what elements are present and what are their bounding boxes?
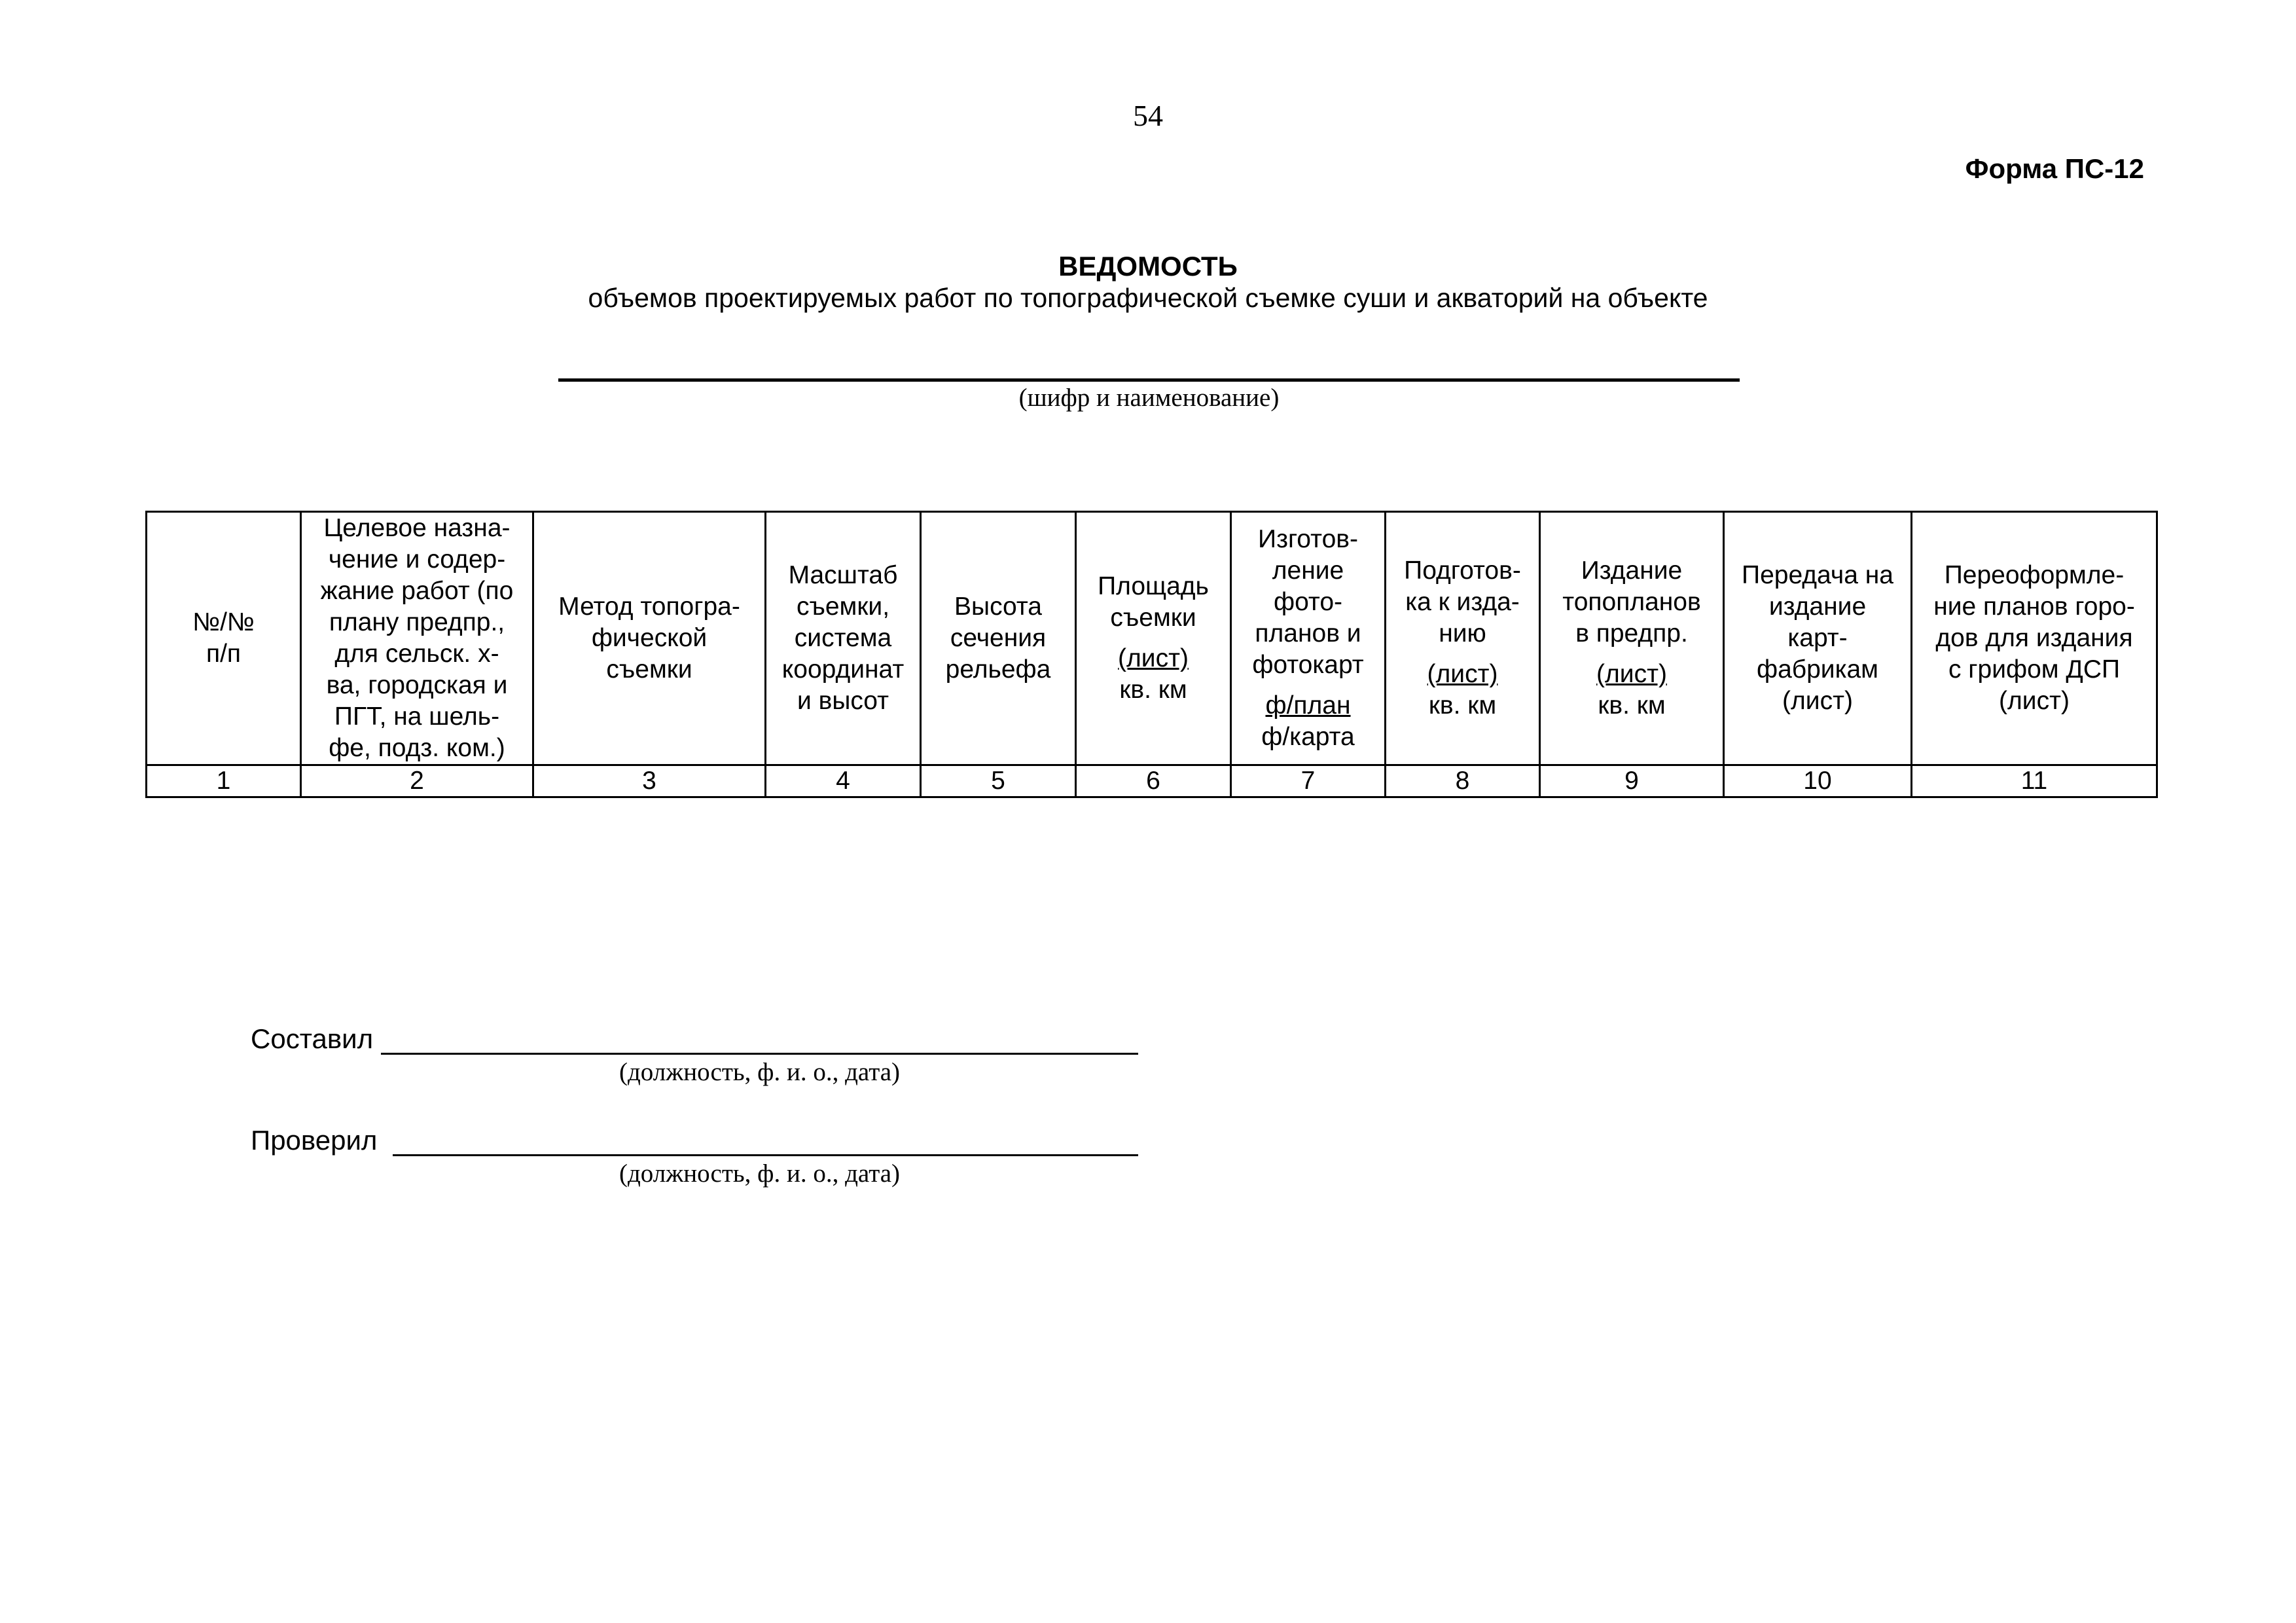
header-line: фе, подз. ком.): [329, 734, 505, 762]
header-unit: [1236, 690, 1380, 753]
header-line: чение и содер-: [328, 545, 506, 574]
header-unit-top: (лист): [1118, 644, 1189, 672]
header-line: Передача на: [1742, 561, 1893, 589]
header-line: сечения: [950, 624, 1047, 652]
header-line: Переоформле-: [1944, 561, 2125, 589]
header-line: (лист): [1999, 687, 2070, 715]
header-line: съемки: [1110, 604, 1196, 632]
column-number-cell: 1: [147, 765, 301, 797]
header-cell: [301, 512, 533, 765]
checked-by-label: Проверил: [251, 1125, 378, 1156]
header-cell: [533, 512, 766, 765]
header-unit: [1545, 659, 1719, 721]
header-line: фабрикам: [1756, 655, 1878, 684]
header-cell: [1724, 512, 1912, 765]
header-cell: [921, 512, 1076, 765]
column-number-row: [147, 765, 2157, 797]
header-line: и высот: [797, 687, 889, 715]
checked-by-caption: (должность, ф. и. о., дата): [619, 1159, 901, 1188]
cipher-fill-line: [558, 378, 1740, 382]
compiled-by-caption: (должность, ф. и. о., дата): [619, 1058, 901, 1086]
header-line: п/п: [206, 640, 242, 668]
header-line: карт-: [1787, 624, 1848, 652]
column-number-cell: 3: [533, 765, 766, 797]
header-line: издание: [1768, 593, 1867, 621]
header-cell: [1540, 512, 1724, 765]
header-line: (лист): [1782, 687, 1853, 715]
header-unit-bottom: кв. км: [1119, 676, 1187, 704]
header-line: нию: [1439, 619, 1486, 647]
header-line: Изготов-: [1258, 525, 1358, 553]
header-cell: [147, 512, 301, 765]
column-number-cell: 5: [921, 765, 1076, 797]
header-line: ление: [1272, 556, 1344, 585]
column-number-cell: 2: [301, 765, 533, 797]
header-cell: [1912, 512, 2157, 765]
header-line: топопланов: [1562, 588, 1701, 616]
header-line: Масштаб: [788, 561, 898, 589]
header-line: съемки: [606, 655, 692, 684]
header-cell: [766, 512, 921, 765]
header-line: ка к изда-: [1405, 588, 1520, 616]
cipher-caption: (шифр и наименование): [1018, 384, 1280, 412]
header-line: Площадь: [1098, 572, 1209, 600]
header-line: Подготов-: [1404, 556, 1521, 585]
page-number: 54: [1133, 99, 1163, 132]
header-line: съемки,: [796, 593, 890, 621]
header-line: Издание: [1581, 556, 1683, 585]
document-title: ВЕДОМОСТЬ: [1058, 251, 1238, 282]
header-unit-top: ф/план: [1265, 691, 1351, 720]
header-line: ПГТ, на шель-: [334, 702, 500, 731]
compiled-by-label: Составил: [251, 1023, 374, 1054]
header-cell: [1386, 512, 1540, 765]
header-cell: [1231, 512, 1386, 765]
column-number-cell: 9: [1540, 765, 1724, 797]
header-line: ва, городская и: [326, 671, 508, 699]
header-line: жание работ (по: [320, 577, 514, 605]
header-unit-top: (лист): [1427, 660, 1498, 688]
header-line: ние планов горо-: [1933, 593, 2135, 621]
form-label: Форма ПС-12: [1965, 153, 2144, 184]
header-line: фической: [591, 624, 708, 652]
header-line: дов для издания: [1935, 624, 2133, 652]
header-cell: [1076, 512, 1231, 765]
header-line: фото-: [1273, 588, 1343, 616]
column-number-cell: 10: [1724, 765, 1912, 797]
compiled-by-line: [381, 1053, 1138, 1055]
header-line: №/№: [192, 608, 255, 636]
work-volume-table: [145, 511, 2158, 798]
header-line: для сельск. х-: [334, 640, 499, 668]
column-number-cell: 7: [1231, 765, 1386, 797]
header-unit-top: (лист): [1596, 660, 1667, 688]
header-unit-bottom: ф/карта: [1261, 723, 1355, 751]
column-number-cell: 6: [1076, 765, 1231, 797]
header-unit-bottom: кв. км: [1598, 691, 1666, 720]
header-line: Целевое назна-: [323, 514, 511, 542]
header-unit-bottom: кв. км: [1428, 691, 1497, 720]
checked-by-line: [393, 1154, 1138, 1156]
column-number-cell: 8: [1386, 765, 1540, 797]
column-number-cell: 11: [1912, 765, 2157, 797]
header-line: в предпр.: [1575, 619, 1688, 647]
header-line: рельефа: [945, 655, 1051, 684]
header-line: планов и: [1255, 619, 1361, 647]
table-header-row: [147, 512, 2157, 765]
column-number-cell: 4: [766, 765, 921, 797]
header-line: координат: [781, 655, 905, 684]
header-line: с грифом ДСП: [1948, 655, 2121, 684]
document-subtitle: объемов проектируемых работ по топографической съемке суши и акваторий на объекте: [588, 283, 1708, 313]
header-line: система: [794, 624, 892, 652]
header-line: Метод топогра-: [558, 593, 740, 621]
header-unit: [1390, 659, 1535, 721]
header-line: плану предпр.,: [329, 608, 505, 636]
header-line: фотокарт: [1252, 651, 1364, 679]
header-unit: [1081, 643, 1226, 706]
header-line: Высота: [954, 593, 1042, 621]
